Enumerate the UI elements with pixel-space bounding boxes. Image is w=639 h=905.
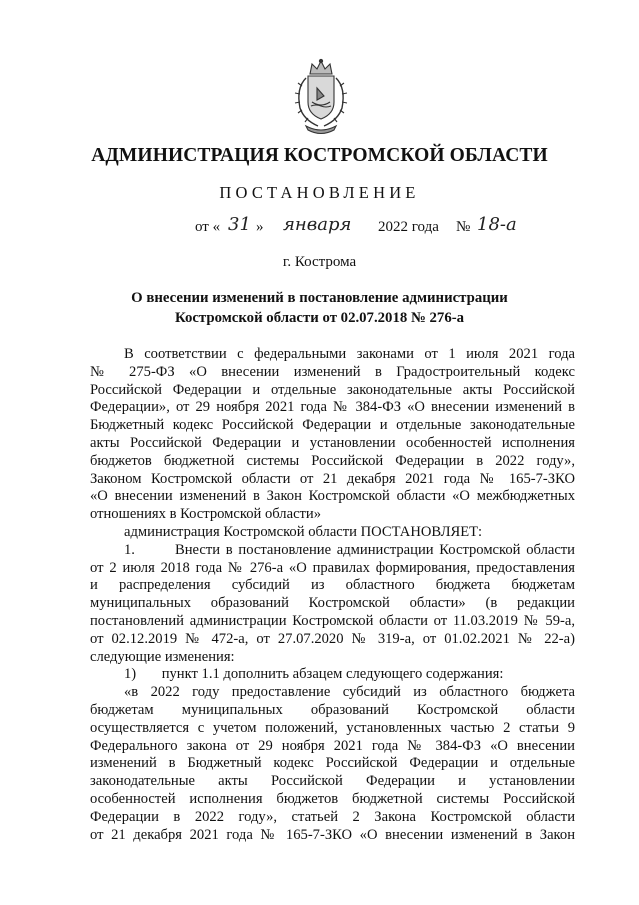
body-line: Российской Федерации и отдельные законодательные акты Российской [90,381,575,398]
body-line: следующие изменения: [90,648,235,665]
organization-title: АДМИНИСТРАЦИЯ КОСТРОМСКОЙ ОБЛАСТИ [91,145,548,166]
body-line: Федерации», от 29 ноября 2021 года № 384-ФЗ «О внесении изменений в [90,399,575,416]
body-line: законодательные акты Российской Федерации и установлении [90,773,575,790]
body-line: постановлений администрации Костромской области от 11.03.2019 № 59-а, [90,612,575,629]
document-body [90,346,575,844]
body-line: 1) пункт 1.1 дополнить абзацем следующего содержания: [124,666,504,683]
title-line: О внесении изменений в постановление администрации [131,290,508,306]
date-year: 2022 года [378,219,439,235]
body-line: Законом Костромской области от 21 декабря 2021 года № 165-7-ЗКО [90,470,575,487]
number-sign: № [456,219,471,235]
date-month-handwritten: января [283,214,352,235]
document-number-handwritten: 18-а [477,214,517,235]
body-line: от 02.12.2019 № 472-а, от 27.07.2020 № 319-а, от 01.02.2021 № 22-а) [90,630,575,647]
body-line: изменений в Бюджетный кодекс Российской Федерации и отдельные [90,755,575,772]
body-line: муниципальных образований Костромской области» (в редакции [90,595,575,612]
body-line: В соответствии с федеральными законами от 1 июля 2021 года [124,346,575,362]
city: г. Кострома [282,254,357,270]
date-line [0,214,639,240]
body-line: администрация Костромской области ПОСТАНОВЛЯЕТ: [124,523,483,540]
body-line: бюджетов бюджетной системы Российской Федерации в 2022 году», [90,452,575,469]
coat-of-arms-icon [288,58,354,136]
date-day-handwritten: 31 [228,214,251,235]
body-line: «О внесении изменений в Закон Костромской области «О межбюджетных [90,488,575,505]
body-line: бюджетам муниципальных образований Костромской области [90,701,575,718]
date-quote-close: » [256,219,264,235]
body-line: осуществляется с учетом положений, установленных частью 2 статьи 9 [90,719,575,736]
body-line: № 275-ФЗ «О внесении изменений в Градостроительный кодекс [90,363,575,380]
body-line: «в 2022 году предоставление субсидий из областного бюджета [124,684,575,701]
body-line: 1. Внести в постановление администрации Костромской области [124,541,575,558]
body-line: и распределения субсидий из областного бюджета бюджетам [90,577,575,594]
body-line: Федерального закона от 29 ноября 2021 года № 384-ФЗ «О внесении [90,737,575,754]
date-prefix: от « [195,219,221,235]
body-line: особенностей исполнения бюджетов бюджетной системы Российской [90,790,575,807]
body-line: Федерации в 2022 году», статьей 2 Закона Костромской области [90,808,575,825]
body-line: от 21 декабря 2021 года № 165-7-ЗКО «О внесении изменений в Закон [90,826,575,843]
body-line: от 2 июля 2018 года № 276-а «О правилах формирования, предоставления [90,559,575,576]
document-type: ПОСТАНОВЛЕНИЕ [219,183,420,202]
body-line: акты Российской Федерации и установлении особенностей исполнения [90,434,575,451]
title-line: Костромской области от 02.07.2018 № 276-а [174,310,465,326]
body-line: отношениях в Костромской области» [90,506,322,523]
document-title [90,288,549,328]
body-line: Бюджетный кодекс Российской Федерации и отдельные законодательные [90,417,575,434]
